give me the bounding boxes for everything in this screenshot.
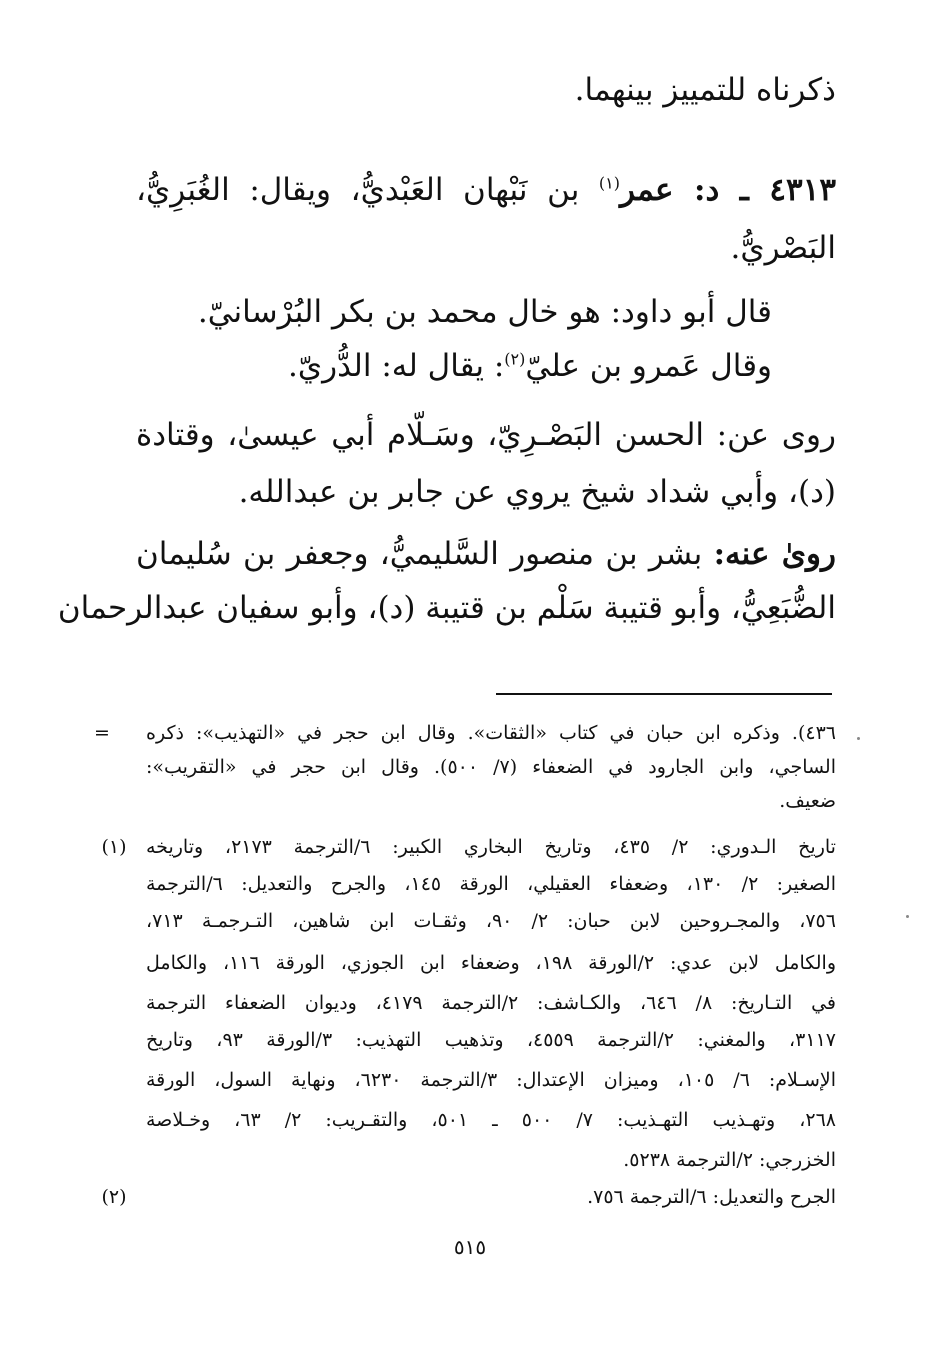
scan-speck <box>906 915 909 918</box>
main-line-abudawud: قال أبو داود: هو خال محمد بن بكر البُرْسانيّ. <box>197 294 772 330</box>
amr-lead: وقال عَمرو بن عليّ <box>525 348 772 384</box>
main-line-amr <box>72 346 772 386</box>
footnote-continuation-line-2: الساجي، وابن الجارود في الضعفاء (٧/ ٥٠٠). وقال ابن حجر في «التقريب»: <box>146 756 836 778</box>
footnote-1-marker: (١) <box>101 836 127 858</box>
entry-number: ٤٣١٣ ـ د: عمر <box>620 172 836 208</box>
rawa-an-line-2: (د)، وأبي شداد شيخ يروي عن جابر بن عبدالله. <box>238 474 836 510</box>
footnote-1-line-4: والكامل لابن عدي: ٢/الورقة ١٩٨، وضعفاء ابن الجوزي، الورقة ١١٦، والكامل <box>146 952 837 974</box>
footnote-1-line-9: الخزرجي: ٢/الترجمة ٥٢٣٨. <box>623 1149 836 1171</box>
amr-rest: : يقال له: الدُّريّ. <box>288 348 505 384</box>
footnote-1-line-7: الإسـلام: ٦/ ١٠٥، وميزان الإعتدال: ٣/الترجمة ٦٢٣٠، ونهاية السول، الورقة <box>146 1069 836 1091</box>
footnote-ref-1: (١) <box>598 173 620 193</box>
rawa-anhu-rest: بشر بن منصور السَّليميُّ، وجعفر بن سُليمان <box>136 536 714 572</box>
footnote-continuation-line-1: ٤٣٦). وذكره ابن حبان في كتاب «الثقات». وقال ابن حجر في «التهذيب»: ذكره <box>146 722 836 744</box>
footnote-1-line-3: ٧٥٦، والمجـروحين لابن حبان: ٢/ ٩٠، وثقـات ابن شاهين، التـرجمـة ٧١٣، <box>146 910 836 932</box>
main-line-1: ذكرناه للتمييز بينهما. <box>574 72 836 108</box>
page-number: ٥١٥ <box>453 1235 487 1259</box>
footnote-1-line-2: الصغير: ٢/ ١٣٠، وضعفاء العقيلي، الورقة ١٤٥، والجرح والتعديل: ٦/الترجمة <box>146 873 836 895</box>
entry-name-rest: بن نَبْهان العَبْديُّ، ويقال: الغُبَرِيُّ، <box>136 172 599 208</box>
footnote-continuation-marker: = <box>94 722 110 744</box>
footnote-2-line-1: الجرح والتعديل: ٦/الترجمة ٧٥٦. <box>587 1186 836 1208</box>
footnote-2-marker: (٢) <box>101 1186 127 1208</box>
footnote-1-line-5: في التـاريخ: ٨/ ٦٤٦، والكـاشف: ٢/الترجمة ٤١٧٩، وديوان الضعفاء الترجمة <box>146 992 836 1014</box>
entry-heading-line-2: البَصْريُّ. <box>730 230 836 266</box>
footnote-ref-2: (٢) <box>504 349 526 369</box>
footnote-1-line-6: ٣١١٧، والمغني: ٢/الترجمة ٤٥٥٩، وتذهيب التهذيب: ٣/الورقة ٩٣، وتاريخ <box>146 1029 836 1051</box>
footnote-1-line-1: تاريخ الـدوري: ٢/ ٤٣٥، وتاريخ البخاري الكبير: ٦/الترجمة ٢١٧٣، وتاريخه <box>146 836 836 858</box>
scan-speck <box>857 737 860 740</box>
rawa-anhu-label: روىٰ عنه: <box>713 536 836 572</box>
rawa-anhu-line-1 <box>136 534 836 574</box>
entry-heading-line-1 <box>136 170 836 210</box>
rawa-anhu-line-2: الضُّبَعِيُّ، وأبو قتيبة سَلْم بن قتيبة (د)، وأبو سفيان عبدالرحمان <box>57 590 836 626</box>
rawa-an-line-1: روى عن: الحسن البَصْـرِيّ، وسَـلّام أبي عيسىٰ، وقتادة <box>136 417 836 453</box>
footnote-separator <box>496 693 832 695</box>
footnote-continuation-line-3: ضعيف. <box>779 790 836 812</box>
footnote-1-line-8: ٢٦٨، وتهـذيب التهـذيب: ٧/ ٥٠٠ ـ ٥٠١، والتقـريب: ٢/ ٦٣، وخـلاصة <box>146 1109 836 1131</box>
